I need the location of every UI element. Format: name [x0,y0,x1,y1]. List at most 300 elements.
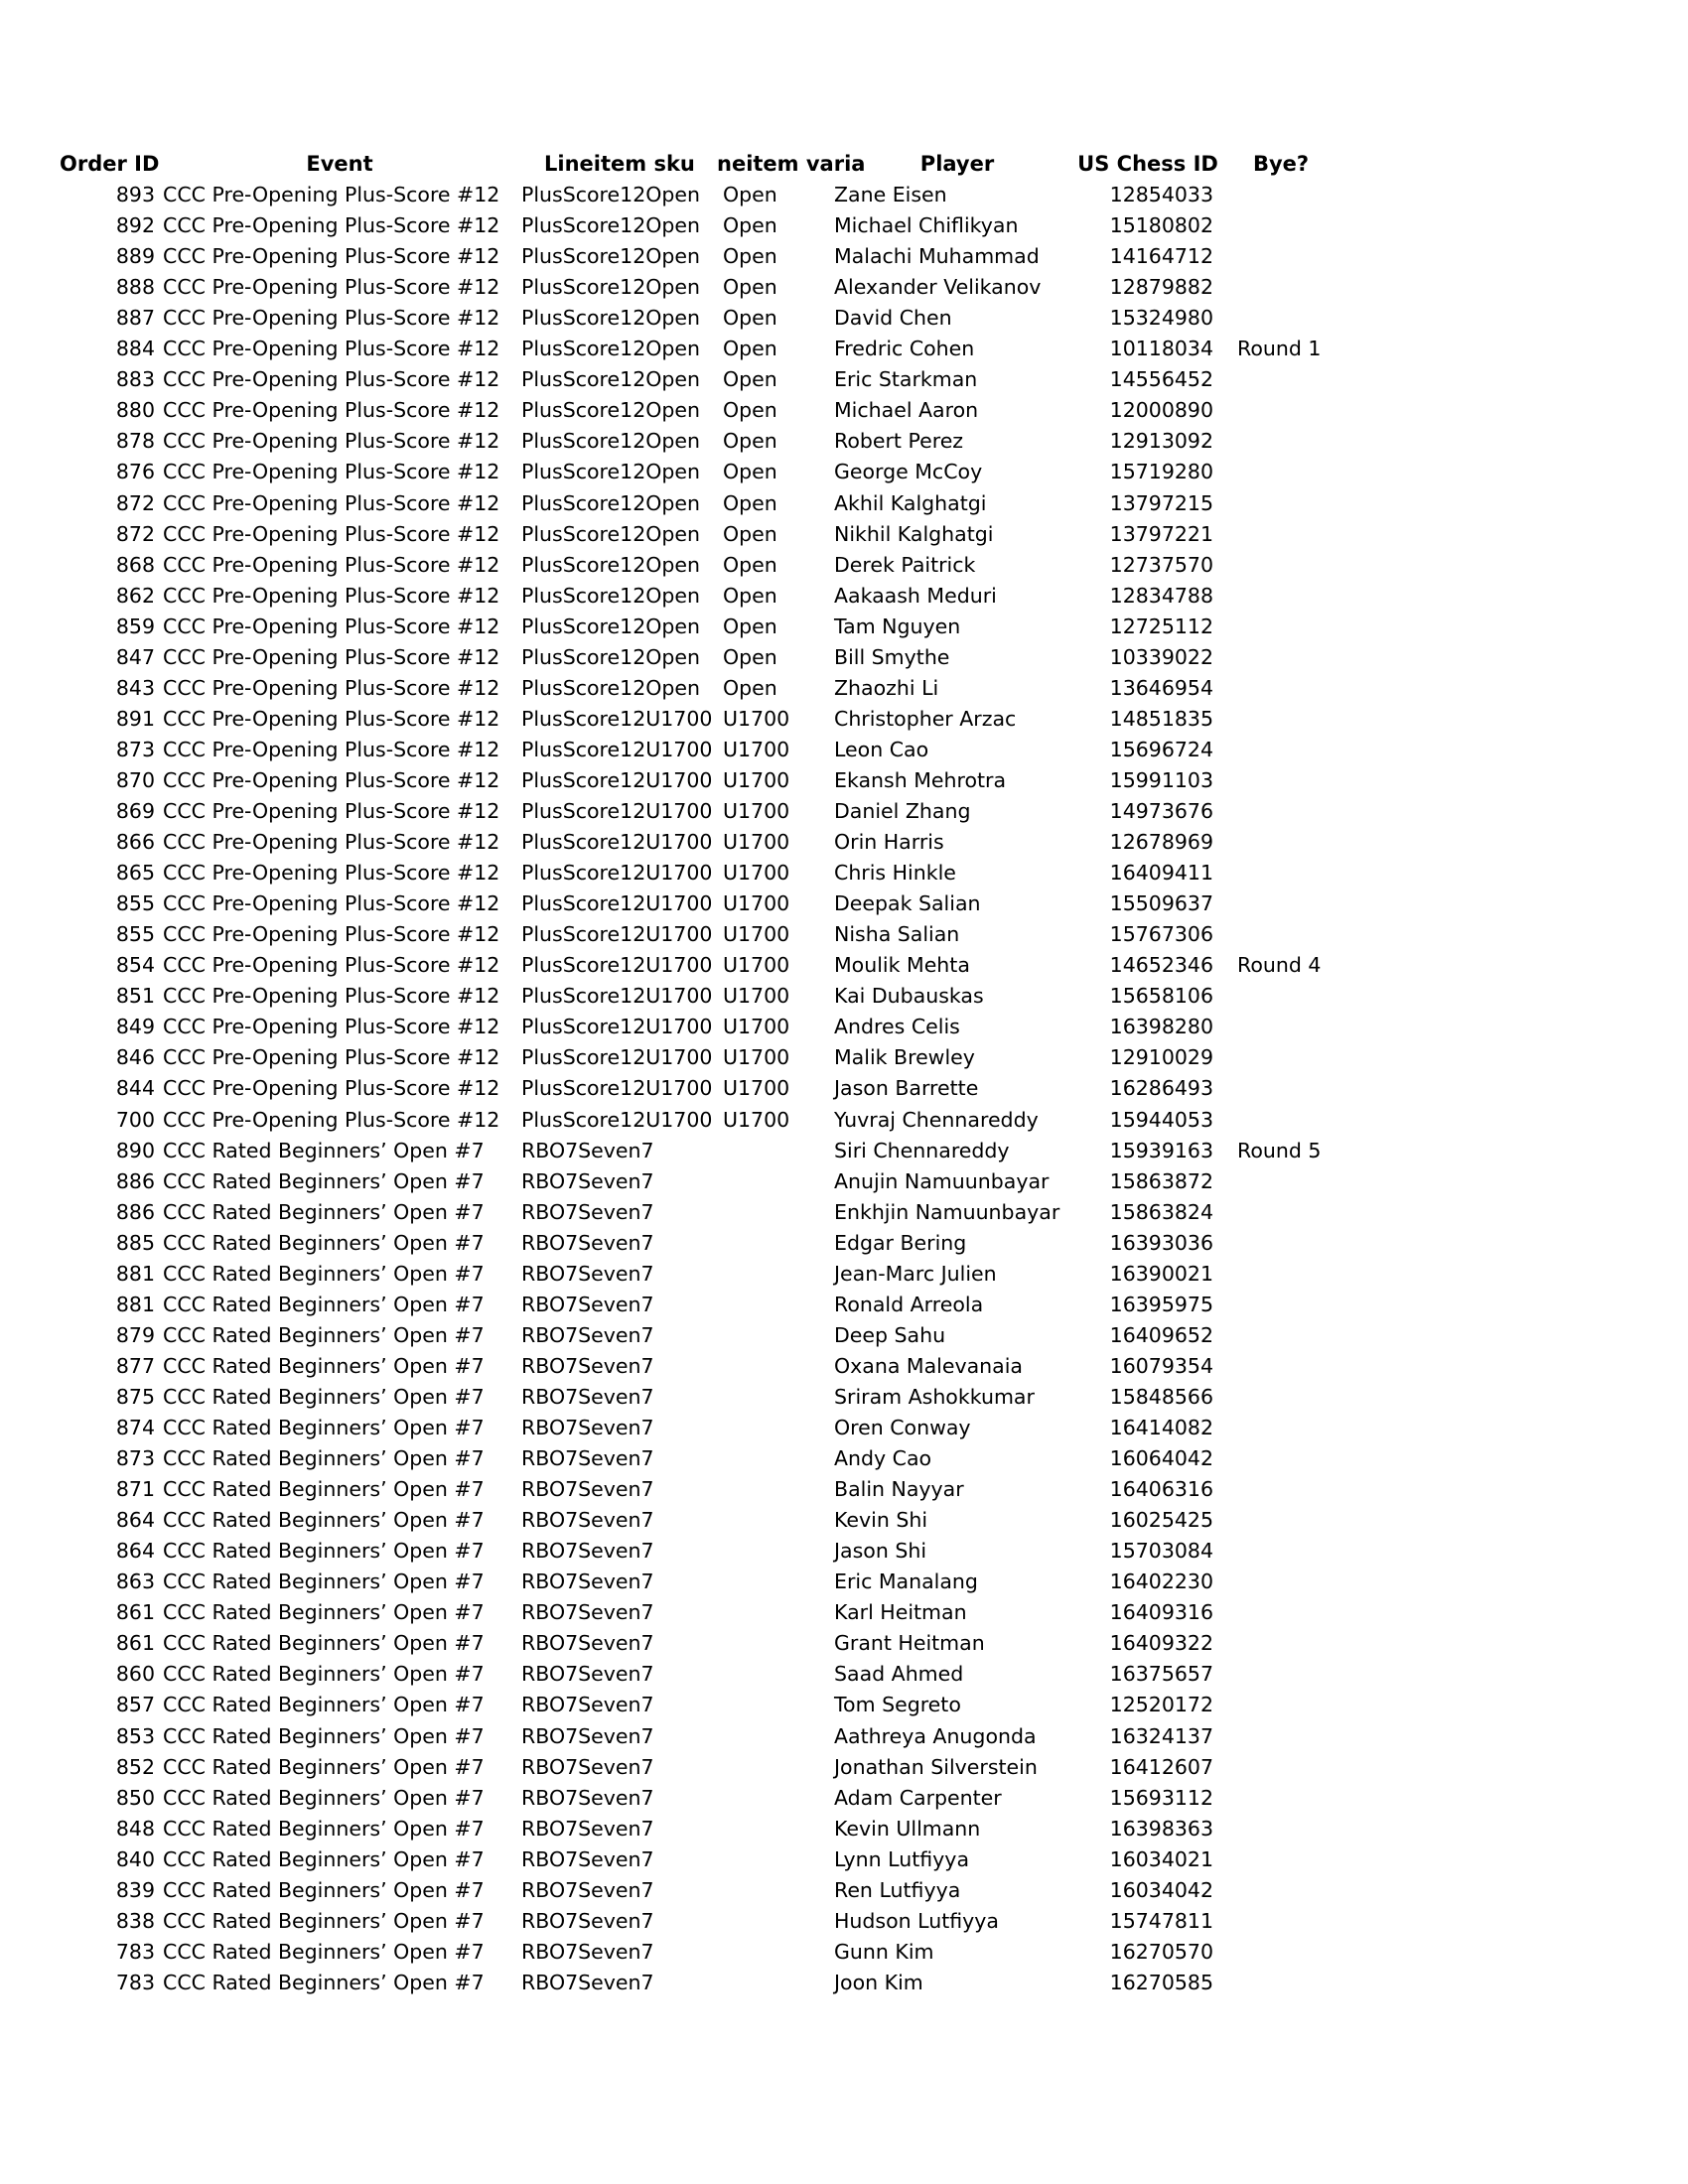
us-chess-id-cell: 13797221 [1109,521,1213,546]
lineitem-variant-cell: U1700 [723,953,790,978]
us-chess-id-cell: 16064042 [1109,1446,1213,1471]
bye-cell [1237,673,1346,704]
lineitem-variant-cell [723,1752,830,1783]
order-id-cell: 872 [115,490,155,515]
table-row [0,364,1688,395]
lineitem-variant-cell: Open [723,521,777,546]
table-row [0,1351,1688,1382]
us-chess-id-cell: 12737570 [1109,552,1213,577]
event-cell: CCC Pre-Opening Plus-Score #12 [163,1107,500,1132]
event-cell: CCC Pre-Opening Plus-Score #12 [163,367,500,392]
player-cell: Zhaozhi Li [834,675,939,700]
us-chess-id-cell: 12678969 [1109,830,1213,855]
header-lineitem-sku: Lineitem sku [544,152,695,176]
order-id-cell: 863 [115,1570,155,1594]
player-cell: Orin Harris [834,830,944,855]
player-cell: Edgar Bering [834,1230,967,1255]
bye-cell [1237,1351,1346,1382]
player-cell: Balin Nayyar [834,1477,964,1502]
us-chess-id-cell: 15767306 [1109,922,1213,947]
order-id-cell: 878 [115,429,155,454]
us-chess-id-cell: 12725112 [1109,614,1213,638]
order-id-cell: 875 [115,1384,155,1409]
player-cell: Michael Aaron [834,398,979,423]
bye-cell [1237,519,1346,550]
lineitem-variant-cell: U1700 [723,737,790,761]
lineitem-sku-cell: PlusScore12Open [521,614,700,638]
us-chess-id-cell: 16398280 [1109,1015,1213,1039]
order-id-cell: 862 [115,583,155,608]
bye-cell [1237,1259,1346,1290]
event-cell: CCC Rated Beginners’ Open #7 [163,1908,485,1933]
player-cell: Malik Brewley [834,1045,975,1070]
event-cell: CCC Rated Beginners’ Open #7 [163,1230,485,1255]
lineitem-variant-cell: U1700 [723,984,790,1009]
lineitem-sku-cell: PlusScore12Open [521,183,700,206]
lineitem-variant-cell: Open [723,183,777,206]
player-cell: Ekansh Mehrotra [834,767,1007,792]
lineitem-sku-cell: RBO7Seven7 [521,1384,654,1409]
lineitem-variant-cell: Open [723,490,777,515]
table-row [0,1290,1688,1320]
player-cell: Tam Nguyen [834,614,961,638]
lineitem-sku-cell: RBO7Seven7 [521,1230,654,1255]
lineitem-sku-cell: RBO7Seven7 [521,1168,654,1193]
player-cell: Kevin Ullmann [834,1816,981,1841]
lineitem-variant-cell: U1700 [723,830,790,855]
bye-cell [1237,364,1346,395]
player-cell: Bill Smythe [834,644,950,669]
bye-cell [1237,1659,1346,1690]
event-cell: CCC Rated Beginners’ Open #7 [163,1322,485,1347]
bye-cell [1237,919,1346,950]
bye-cell [1237,581,1346,612]
us-chess-id-cell: 16414082 [1109,1416,1213,1439]
order-id-cell: 889 [115,244,155,269]
us-chess-id-cell: 16034042 [1109,1877,1213,1902]
player-cell: Aathreya Anugonda [834,1723,1037,1748]
player-cell: Chris Hinkle [834,861,956,886]
lineitem-variant-cell: U1700 [723,861,790,886]
bye-cell [1237,1721,1346,1752]
us-chess-id-cell: 15658106 [1109,984,1213,1009]
lineitem-sku-cell: PlusScore12Open [521,521,700,546]
lineitem-sku-cell: RBO7Seven7 [521,1631,654,1656]
bye-cell: Round 5 [1237,1138,1322,1162]
us-chess-id-cell: 10339022 [1109,644,1213,669]
lineitem-sku-cell: PlusScore12Open [521,244,700,269]
order-id-cell: 893 [115,183,155,206]
bye-cell [1237,1968,1346,1998]
order-id-cell: 887 [115,306,155,331]
event-cell: CCC Pre-Opening Plus-Score #12 [163,891,500,916]
order-id-cell: 844 [115,1076,155,1101]
lineitem-sku-cell: PlusScore12Open [521,460,700,484]
order-id-cell: 884 [115,337,155,361]
table-row [0,1906,1688,1937]
us-chess-id-cell: 15848566 [1109,1384,1213,1409]
lineitem-variant-cell [723,1659,830,1690]
lineitem-variant-cell [723,1690,830,1720]
event-cell: CCC Pre-Opening Plus-Score #12 [163,1015,500,1039]
table-row [0,796,1688,827]
table-row [0,272,1688,303]
lineitem-variant-cell: U1700 [723,922,790,947]
lineitem-sku-cell: PlusScore12U1700 [521,953,713,978]
table-row [0,1597,1688,1628]
player-cell: Karl Heitman [834,1600,967,1625]
event-cell: CCC Pre-Opening Plus-Score #12 [163,984,500,1009]
event-cell: CCC Rated Beginners’ Open #7 [163,1570,485,1594]
table-row [0,1259,1688,1290]
us-chess-id-cell: 16324137 [1109,1723,1213,1748]
player-cell: Saad Ahmed [834,1662,964,1687]
bye-cell [1237,1197,1346,1228]
order-id-cell: 873 [115,1446,155,1471]
order-id-cell: 847 [115,644,155,669]
event-cell: CCC Rated Beginners’ Open #7 [163,1292,485,1316]
order-id-cell: 885 [115,1230,155,1255]
us-chess-id-cell: 16270570 [1109,1939,1213,1964]
event-cell: CCC Rated Beginners’ Open #7 [163,1723,485,1748]
lineitem-variant-cell: U1700 [723,891,790,916]
player-cell: Ronald Arreola [834,1292,984,1316]
order-id-cell: 860 [115,1662,155,1687]
bye-cell [1237,1228,1346,1259]
event-cell: CCC Pre-Opening Plus-Score #12 [163,1045,500,1070]
order-id-cell: 838 [115,1908,155,1933]
us-chess-id-cell: 15696724 [1109,737,1213,761]
us-chess-id-cell: 16025425 [1109,1508,1213,1533]
bye-cell [1237,704,1346,735]
order-id-cell: 783 [115,1939,155,1964]
lineitem-sku-cell: RBO7Seven7 [521,1570,654,1594]
order-id-cell: 851 [115,984,155,1009]
order-id-cell: 888 [115,275,155,300]
bye-cell [1237,1814,1346,1844]
lineitem-variant-cell [723,1259,830,1290]
us-chess-id-cell: 14556452 [1109,367,1213,392]
table-row [0,1628,1688,1659]
table-row [0,1721,1688,1752]
event-cell: CCC Rated Beginners’ Open #7 [163,1199,485,1224]
lineitem-sku-cell: RBO7Seven7 [521,1539,654,1564]
table-row [0,457,1688,487]
us-chess-id-cell: 16390021 [1109,1261,1213,1286]
lineitem-variant-cell: Open [723,275,777,300]
bye-cell [1237,612,1346,642]
us-chess-id-cell: 15939163 [1109,1138,1213,1162]
lineitem-sku-cell: RBO7Seven7 [521,1353,654,1378]
event-cell: CCC Pre-Opening Plus-Score #12 [163,644,500,669]
player-cell: Tom Segreto [834,1693,961,1717]
event-cell: CCC Pre-Opening Plus-Score #12 [163,767,500,792]
lineitem-sku-cell: RBO7Seven7 [521,1446,654,1471]
bye-cell [1237,1536,1346,1567]
order-id-cell: 839 [115,1877,155,1902]
lineitem-variant-cell [723,1505,830,1536]
player-cell: Deepak Salian [834,891,981,916]
bye-cell [1237,1505,1346,1536]
event-cell: CCC Rated Beginners’ Open #7 [163,1384,485,1409]
header-lineitem-variant: neitem varia [717,152,866,176]
player-cell: Leon Cao [834,737,929,761]
us-chess-id-cell: 16393036 [1109,1230,1213,1255]
us-chess-id-cell: 15324980 [1109,306,1213,331]
table-row [0,1536,1688,1567]
bye-cell [1237,1166,1346,1197]
player-cell: Kevin Shi [834,1508,928,1533]
us-chess-id-cell: 12854033 [1109,183,1213,206]
event-cell: CCC Pre-Opening Plus-Score #12 [163,614,500,638]
us-chess-id-cell: 16395975 [1109,1292,1213,1316]
lineitem-sku-cell: PlusScore12Open [521,398,700,423]
lineitem-sku-cell: RBO7Seven7 [521,1416,654,1439]
us-chess-id-cell: 15863872 [1109,1168,1213,1193]
order-id-cell: 870 [115,767,155,792]
bye-cell [1237,303,1346,334]
header-bye: Bye? [1252,152,1310,176]
event-cell: CCC Pre-Opening Plus-Score #12 [163,244,500,269]
order-id-cell: 892 [115,213,155,238]
player-cell: Nikhil Kalghatgi [834,521,994,546]
order-id-cell: 865 [115,861,155,886]
bye-cell [1237,1783,1346,1814]
order-id-cell: 872 [115,521,155,546]
bye-cell [1237,210,1346,241]
event-cell: CCC Rated Beginners’ Open #7 [163,1662,485,1687]
lineitem-variant-cell [723,1320,830,1351]
event-cell: CCC Pre-Opening Plus-Score #12 [163,521,500,546]
table-row [0,334,1688,364]
event-cell: CCC Pre-Opening Plus-Score #12 [163,737,500,761]
us-chess-id-cell: 16409316 [1109,1600,1213,1625]
order-id-cell: 864 [115,1508,155,1533]
us-chess-id-cell: 16406316 [1109,1477,1213,1502]
lineitem-variant-cell [723,1443,830,1474]
bye-cell [1237,1012,1346,1042]
lineitem-sku-cell: RBO7Seven7 [521,1939,654,1964]
lineitem-variant-cell [723,1536,830,1567]
lineitem-variant-cell [723,1937,830,1968]
lineitem-sku-cell: RBO7Seven7 [521,1600,654,1625]
lineitem-sku-cell: RBO7Seven7 [521,1754,654,1779]
player-cell: Ren Lutfiyya [834,1877,961,1902]
player-cell: Yuvraj Chennareddy [834,1107,1039,1132]
order-id-cell: 869 [115,799,155,823]
player-cell: Jean-Marc Julien [834,1261,997,1286]
table-row [0,1443,1688,1474]
lineitem-sku-cell: PlusScore12U1700 [521,1015,713,1039]
event-cell: CCC Rated Beginners’ Open #7 [163,1785,485,1810]
lineitem-sku-cell: PlusScore12Open [521,306,700,331]
event-cell: CCC Rated Beginners’ Open #7 [163,1600,485,1625]
lineitem-sku-cell: RBO7Seven7 [521,1322,654,1347]
player-cell: Robert Perez [834,429,964,454]
order-id-cell: 853 [115,1723,155,1748]
lineitem-variant-cell [723,1474,830,1505]
lineitem-variant-cell [723,1721,830,1752]
bye-cell [1237,1105,1346,1136]
player-cell: Oxana Malevanaia [834,1353,1023,1378]
event-cell: CCC Pre-Opening Plus-Score #12 [163,583,500,608]
player-cell: Siri Chennareddy [834,1138,1010,1162]
event-cell: CCC Pre-Opening Plus-Score #12 [163,183,500,206]
player-cell: Sriram Ashokkumar [834,1384,1035,1409]
table-row [0,1413,1688,1443]
lineitem-variant-cell: Open [723,367,777,392]
lineitem-sku-cell: RBO7Seven7 [521,1970,654,1994]
table-row [0,642,1688,673]
table-row [0,858,1688,888]
player-cell: Aakaash Meduri [834,583,997,608]
us-chess-id-cell: 16079354 [1109,1353,1213,1378]
event-cell: CCC Rated Beginners’ Open #7 [163,1168,485,1193]
lineitem-variant-cell: Open [723,306,777,331]
player-cell: Nisha Salian [834,922,960,947]
order-id-cell: 879 [115,1322,155,1347]
table-row [0,1474,1688,1505]
player-cell: Alexander Velikanov [834,275,1042,300]
lineitem-sku-cell: RBO7Seven7 [521,1199,654,1224]
table-row [0,1567,1688,1597]
table-row [0,919,1688,950]
lineitem-variant-cell [723,1814,830,1844]
lineitem-sku-cell: RBO7Seven7 [521,1846,654,1871]
table-row [0,1136,1688,1166]
event-cell: CCC Rated Beginners’ Open #7 [163,1846,485,1871]
player-cell: Zane Eisen [834,183,947,206]
bye-cell [1237,1567,1346,1597]
order-id-cell: 857 [115,1693,155,1717]
event-cell: CCC Rated Beginners’ Open #7 [163,1816,485,1841]
lineitem-variant-cell: U1700 [723,799,790,823]
lineitem-sku-cell: RBO7Seven7 [521,1477,654,1502]
lineitem-variant-cell: Open [723,552,777,577]
order-id-cell: 883 [115,367,155,392]
player-cell: Andres Celis [834,1015,960,1039]
lineitem-variant-cell [723,1783,830,1814]
lineitem-sku-cell: PlusScore12Open [521,213,700,238]
order-id-cell: 881 [115,1292,155,1316]
player-cell: Anujin Namuunbayar [834,1168,1050,1193]
player-cell: Deep Sahu [834,1322,946,1347]
player-cell: George McCoy [834,460,983,484]
table-row [0,704,1688,735]
lineitem-sku-cell: PlusScore12U1700 [521,706,713,731]
order-id-cell: 876 [115,460,155,484]
lineitem-sku-cell: PlusScore12U1700 [521,1076,713,1101]
lineitem-sku-cell: RBO7Seven7 [521,1261,654,1286]
bye-cell [1237,241,1346,272]
table-row [0,241,1688,272]
lineitem-variant-cell: U1700 [723,706,790,731]
table-row [0,1814,1688,1844]
lineitem-variant-cell: Open [723,213,777,238]
order-id-cell: 846 [115,1045,155,1070]
event-cell: CCC Pre-Opening Plus-Score #12 [163,861,500,886]
bye-cell [1237,735,1346,765]
us-chess-id-cell: 15863824 [1109,1199,1213,1224]
us-chess-id-cell: 16409411 [1109,861,1213,886]
lineitem-variant-cell: Open [723,644,777,669]
bye-cell [1237,827,1346,858]
order-id-cell: 873 [115,737,155,761]
event-cell: CCC Pre-Opening Plus-Score #12 [163,490,500,515]
us-chess-id-cell: 16409652 [1109,1322,1213,1347]
bye-cell [1237,981,1346,1012]
us-chess-id-cell: 15703084 [1109,1539,1213,1564]
lineitem-sku-cell: RBO7Seven7 [521,1662,654,1687]
bye-cell [1237,1875,1346,1906]
order-id-cell: 890 [115,1138,155,1162]
lineitem-sku-cell: PlusScore12U1700 [521,861,713,886]
player-cell: Lynn Lutfiyya [834,1846,970,1871]
order-id-cell: 886 [115,1199,155,1224]
lineitem-variant-cell [723,1567,830,1597]
player-cell: Joon Kim [834,1970,923,1994]
lineitem-sku-cell: RBO7Seven7 [521,1877,654,1902]
lineitem-sku-cell: PlusScore12Open [521,429,700,454]
us-chess-id-cell: 16034021 [1109,1846,1213,1871]
lineitem-sku-cell: PlusScore12Open [521,644,700,669]
lineitem-variant-cell [723,1197,830,1228]
lineitem-variant-cell [723,1136,830,1166]
table-row [0,1197,1688,1228]
order-id-cell: 849 [115,1015,155,1039]
table-row [0,1783,1688,1814]
event-cell: CCC Pre-Opening Plus-Score #12 [163,460,500,484]
event-cell: CCC Pre-Opening Plus-Score #12 [163,922,500,947]
table-row [0,210,1688,241]
order-id-cell: 880 [115,398,155,423]
lineitem-variant-cell: Open [723,429,777,454]
us-chess-id-cell: 13646954 [1109,675,1213,700]
lineitem-variant-cell [723,1413,830,1443]
bye-cell [1237,550,1346,581]
player-cell: Andy Cao [834,1446,932,1471]
event-cell: CCC Rated Beginners’ Open #7 [163,1353,485,1378]
header-player: Player [919,152,995,176]
bye-cell [1237,1597,1346,1628]
table-row [0,426,1688,457]
event-cell: CCC Pre-Opening Plus-Score #12 [163,1076,500,1101]
lineitem-sku-cell: PlusScore12Open [521,275,700,300]
table-row [0,1968,1688,1998]
us-chess-id-cell: 15944053 [1109,1107,1213,1132]
us-chess-id-cell: 12879882 [1109,275,1213,300]
us-chess-id-cell: 12910029 [1109,1045,1213,1070]
event-cell: CCC Rated Beginners’ Open #7 [163,1261,485,1286]
us-chess-id-cell: 14652346 [1109,953,1213,978]
player-cell: Malachi Muhammad [834,244,1040,269]
table-row [0,1073,1688,1104]
event-cell: CCC Rated Beginners’ Open #7 [163,1631,485,1656]
table-row [0,673,1688,704]
order-id-cell: 854 [115,953,155,978]
order-id-cell: 861 [115,1600,155,1625]
us-chess-id-cell: 15991103 [1109,767,1213,792]
bye-cell [1237,858,1346,888]
bye-cell [1237,395,1346,426]
event-cell: CCC Rated Beginners’ Open #7 [163,1877,485,1902]
us-chess-id-cell: 15747811 [1109,1908,1213,1933]
player-cell: David Chen [834,306,952,331]
player-cell: Jonathan Silverstein [834,1754,1038,1779]
event-cell: CCC Pre-Opening Plus-Score #12 [163,706,500,731]
header-us-chess-id: US Chess ID [1077,152,1218,176]
event-cell: CCC Pre-Opening Plus-Score #12 [163,429,500,454]
